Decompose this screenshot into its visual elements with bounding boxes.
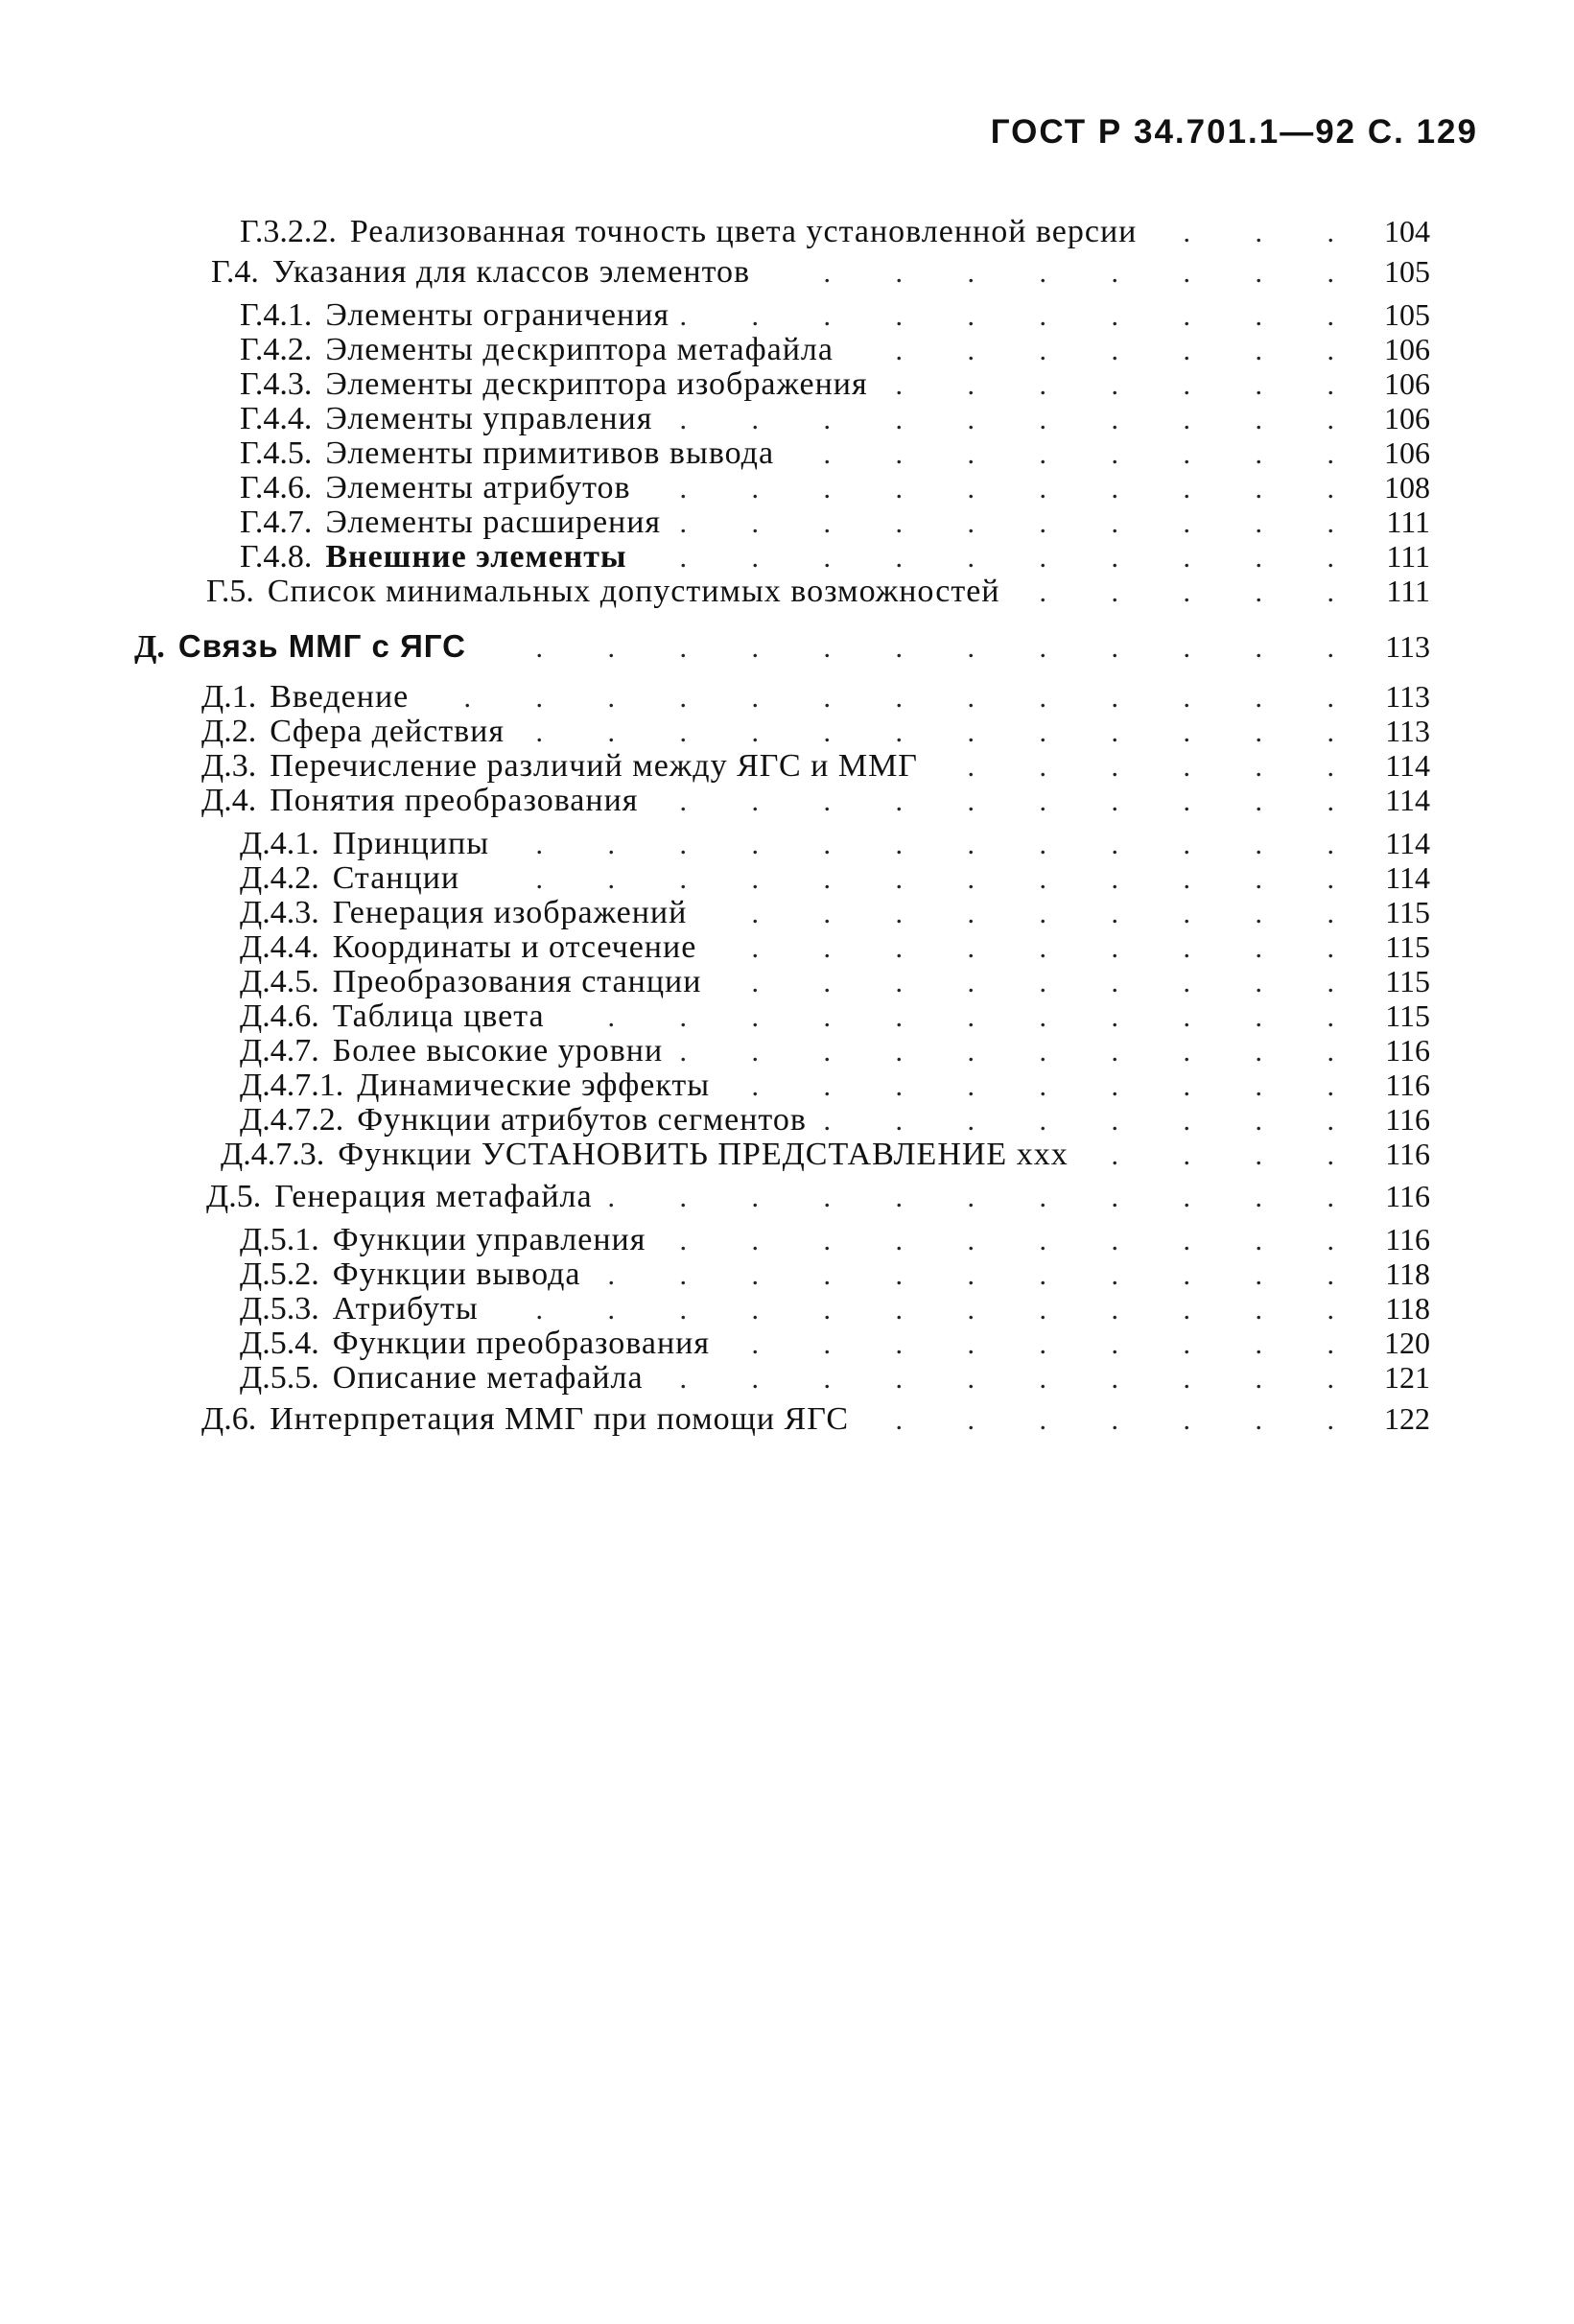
entry-number: Г.4.5. (240, 435, 313, 471)
entry-title: Атрибуты (332, 1291, 479, 1326)
entry-title: Перечисление различий между ЯГС и ММГ (270, 748, 918, 784)
entry-page-number: 105 (1384, 254, 1430, 289)
entry-page-number: 116 (1385, 1179, 1430, 1213)
entry-number: Д.5.1. (240, 1222, 319, 1257)
entry-number: Д.5.3. (240, 1291, 319, 1326)
entry-page-number: 116 (1385, 1222, 1430, 1256)
toc-entry (211, 251, 1430, 292)
entry-number: Г.4.7. (240, 505, 313, 540)
entry-page-number: 114 (1385, 748, 1430, 783)
entry-title: Понятия преобразования (270, 783, 639, 818)
entry-title: Внешние элементы (325, 539, 627, 575)
entry-title: Интерпретация ММГ при помощи ЯГС (270, 1401, 850, 1437)
entry-number: Г.4. (211, 254, 259, 290)
entry-title: Элементы примитивов вывода (325, 435, 775, 471)
dot-leader (647, 782, 1363, 822)
page-header: ГОСТ Р 34.701.1—92 С. 129 (990, 113, 1478, 151)
entry-title: Элементы ограничения (325, 297, 670, 333)
toc-entry (240, 211, 1430, 251)
toc-section-heading (134, 626, 1430, 667)
toc-entry (221, 1134, 1430, 1174)
entry-page-number: 108 (1384, 470, 1430, 505)
entry-number: Д.5.4. (240, 1326, 319, 1361)
entry-page-number: 113 (1385, 679, 1430, 714)
entry-page-number: 116 (1385, 1033, 1430, 1068)
entry-number: Д.4.3. (240, 895, 319, 930)
entry-title: Элементы управления (325, 401, 653, 436)
entry-number: Д.5. (206, 1179, 262, 1214)
entry-title: Элементы атрибутов (325, 470, 631, 505)
entry-page-number: 106 (1384, 435, 1430, 470)
entry-number: Д.4.1. (240, 826, 319, 861)
entry-title: Таблица цвета (332, 998, 545, 1034)
dot-leader (858, 1400, 1363, 1441)
entry-page-number: 115 (1385, 895, 1430, 929)
entry-title: Список минимальных допустимых возможностей (267, 574, 1000, 609)
toc-entry (201, 780, 1430, 820)
dot-leader (1010, 573, 1364, 613)
entry-title: Генерация изображений (332, 895, 688, 930)
entry-number: Г.4.3. (240, 366, 313, 402)
entry-title: Динамические эффекты (357, 1068, 711, 1103)
entry-number: Г.4.4. (240, 401, 313, 436)
entry-title: Описание метафайла (332, 1360, 644, 1396)
entry-page-number: 120 (1384, 1326, 1430, 1360)
entry-page-number: 114 (1385, 783, 1430, 817)
entry-title: Функции вывода (332, 1256, 581, 1292)
entry-number: Г.5. (206, 574, 254, 609)
entry-page-number: 111 (1386, 574, 1430, 608)
entry-page-number: 121 (1384, 1360, 1430, 1395)
entry-page-number: 106 (1384, 366, 1430, 401)
entry-number: Д.2. (201, 714, 257, 749)
toc-entry (201, 1398, 1430, 1439)
entry-page-number: 118 (1385, 1256, 1430, 1291)
entry-page-number: 105 (1384, 297, 1430, 332)
toc-entry (206, 1176, 1430, 1216)
entry-title: Генерация метафайла (274, 1179, 593, 1214)
entry-number: Д.4. (201, 783, 257, 818)
entry-number: Д.4.7.2. (240, 1102, 344, 1138)
entry-page-number: 114 (1385, 860, 1430, 895)
dot-leader (602, 1178, 1363, 1218)
entry-title: Связь ММГ с ЯГС (177, 628, 466, 664)
entry-title: Реализованная точность цвета установленной версии (349, 214, 1138, 249)
entry-page-number: 106 (1384, 332, 1430, 366)
entry-title: Функции управления (332, 1222, 646, 1257)
entry-page-number: 106 (1384, 401, 1430, 435)
entry-title: Преобразования станции (332, 964, 702, 999)
dot-leader (1146, 213, 1363, 253)
entry-title: Принципы (332, 826, 490, 861)
toc-entry (206, 571, 1430, 611)
entry-title: Введение (270, 679, 410, 715)
entry-page-number: 114 (1385, 826, 1430, 860)
entry-number: Д.3. (201, 748, 257, 784)
entry-title: Станции (332, 860, 460, 896)
entry-page-number: 115 (1385, 929, 1430, 964)
entry-page-number: 113 (1385, 629, 1430, 664)
entry-page-number: 115 (1385, 998, 1430, 1033)
entry-number: Д.5.5. (240, 1360, 319, 1396)
entry-number: Д. (134, 629, 165, 665)
entry-number: Г.4.2. (240, 332, 313, 367)
entry-number: Д.4.7. (240, 1033, 319, 1068)
entry-number: Д.4.7.1. (240, 1068, 344, 1103)
toc-entry (240, 1357, 1430, 1397)
entry-number: Д.4.7.3. (221, 1137, 325, 1172)
entry-title: Функции преобразования (332, 1326, 710, 1361)
entry-page-number: 115 (1385, 964, 1430, 998)
entry-title: Более высокие уровни (332, 1033, 664, 1068)
entry-page-number: 116 (1385, 1137, 1430, 1171)
entry-number: Д.4.4. (240, 929, 319, 965)
entry-page-number: 111 (1386, 539, 1430, 574)
entry-page-number: 113 (1385, 714, 1430, 748)
entry-number: Д.4.6. (240, 998, 319, 1034)
entry-page-number: 116 (1385, 1068, 1430, 1102)
entry-title: Указания для классов элементов (271, 254, 751, 290)
dot-leader (476, 628, 1363, 669)
entry-page-number: 116 (1385, 1102, 1430, 1137)
entry-number: Д.4.5. (240, 964, 319, 999)
entry-page-number: 104 (1384, 214, 1430, 248)
entry-title: Функции УСТАНОВИТЬ ПРЕДСТАВЛЕНИЕ ххх (338, 1137, 1069, 1172)
entry-title: Элементы расширения (325, 505, 662, 540)
entry-number: Д.4.2. (240, 860, 319, 896)
dot-leader (653, 1359, 1363, 1399)
entry-number: Д.5.2. (240, 1256, 319, 1292)
dot-leader (1078, 1136, 1363, 1176)
entry-number: Г.4.1. (240, 297, 313, 333)
entry-page-number: 118 (1385, 1291, 1430, 1326)
entry-number: Г.4.6. (240, 470, 313, 505)
entry-number: Г.4.8. (240, 539, 313, 575)
entry-title: Функции атрибутов сегментов (357, 1102, 807, 1138)
entry-number: Д.6. (201, 1401, 257, 1437)
dot-leader (760, 253, 1363, 293)
entry-title: Элементы дескриптора метафайла (325, 332, 834, 367)
entry-number: Д.1. (201, 679, 257, 715)
entry-number: Г.3.2.2. (240, 214, 337, 249)
entry-title: Сфера действия (270, 714, 505, 749)
entry-page-number: 122 (1384, 1401, 1430, 1436)
entry-page-number: 111 (1386, 505, 1430, 539)
entry-title: Координаты и отсечение (332, 929, 697, 965)
entry-title: Элементы дескриптора изображения (325, 366, 868, 402)
